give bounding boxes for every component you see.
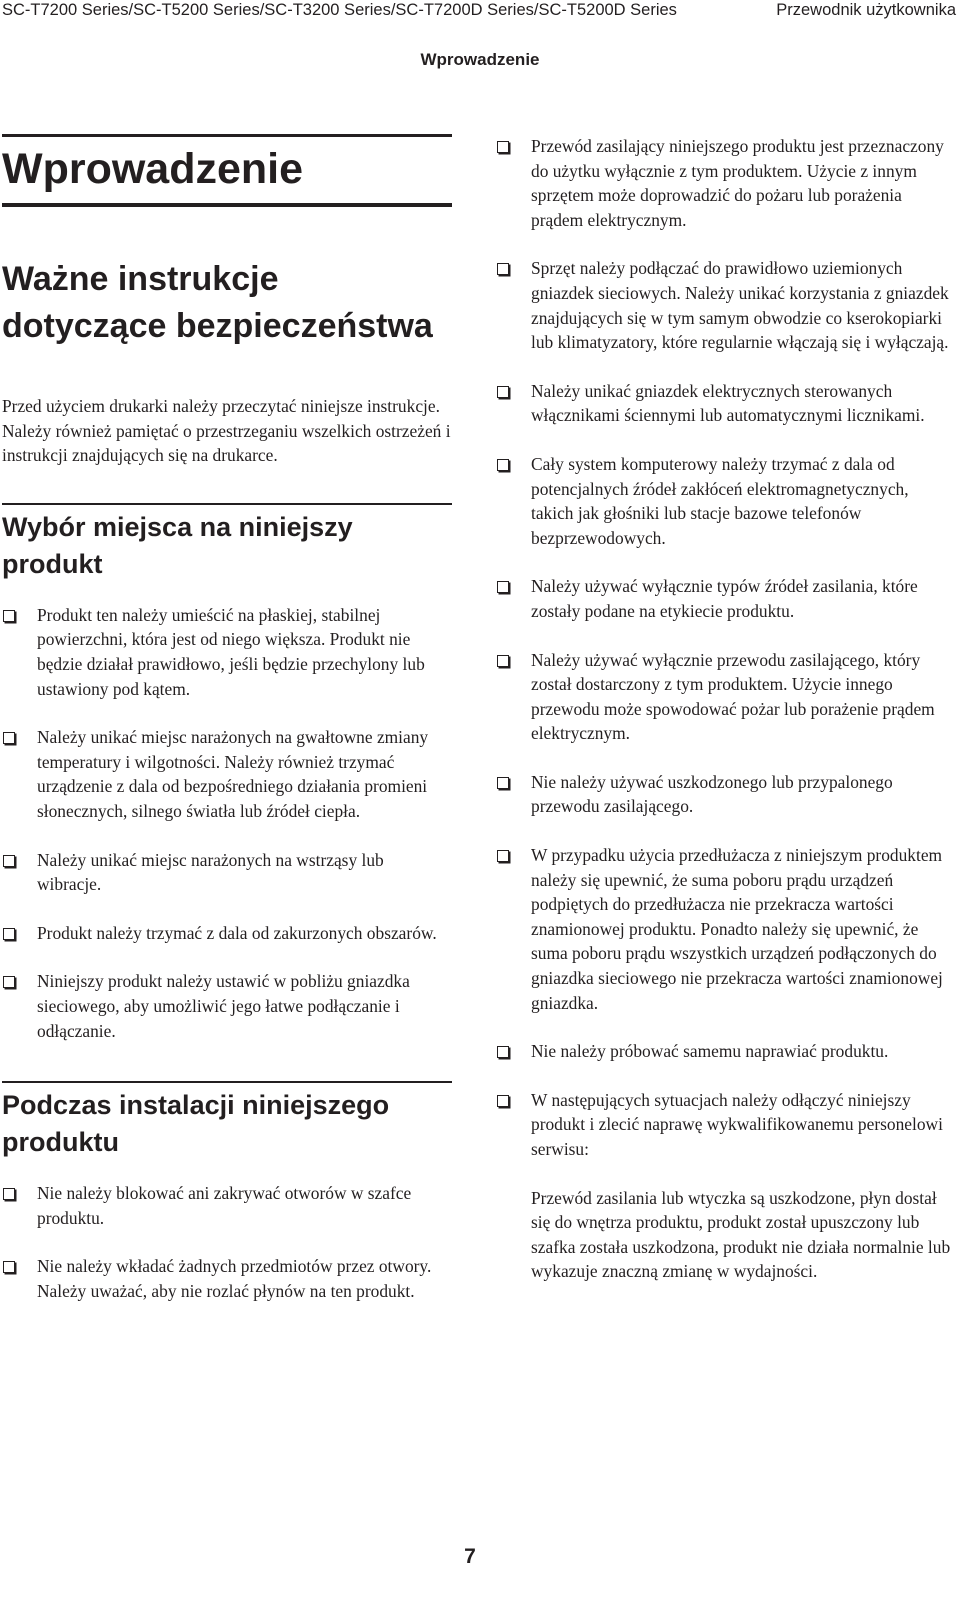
running-header-guide-title: Przewodnik użytkownika xyxy=(776,1,956,19)
checkbox-bullet-icon xyxy=(497,850,509,862)
placement-section-title: Wybór miejsca na niniejszy produkt xyxy=(2,511,353,579)
service-conditions-paragraph: Przewód zasilania lub wtyczka są uszkodzone, płyn dostał się do wnętrza produktu, produkt został upuszczony lub szafka została uszkodzona, produkt nie działa normalnie lub wykazuje znaczną zmianę w wydajności. xyxy=(531,1187,951,1282)
safety-intro-paragraph: Przed użyciem drukarki należy przeczytać niniejsze instrukcje. Należy również pamiętać o przestrzeganiu wszelkich ostrzeżeń i instrukcji znajdujących się na drukarce. xyxy=(2,396,451,466)
checkbox-bullet-icon xyxy=(3,732,15,744)
installation-section-title: Podczas instalacji niniejszego produktu xyxy=(2,1090,390,1158)
list-item-text: Cały system komputerowy należy trzymać z dala od potencjalnych źródeł zakłóceń elektromagnetycznych, takich jak głośniki lub stacje bazowe telefonów bezprzewodowych. xyxy=(531,453,909,548)
list-item xyxy=(2,848,452,897)
list-item-text: Nie należy wkładać żadnych przedmiotów przez otwory. Należy uważać, aby nie rozlać płynów na ten produkt. xyxy=(37,1256,432,1301)
list-item xyxy=(496,1088,952,1162)
placement-rule xyxy=(2,503,452,505)
list-item xyxy=(2,603,452,701)
checkbox-bullet-icon xyxy=(497,386,509,398)
running-header-product-line: SC-T7200 Series/SC-T5200 Series/SC-T3200 Series/SC-T7200D Series/SC-T5200D Series xyxy=(2,1,677,19)
right-column xyxy=(496,134,952,1301)
chapter-bottom-rule xyxy=(2,203,452,207)
checkbox-bullet-icon xyxy=(497,141,509,153)
list-item xyxy=(496,379,952,428)
list-item xyxy=(496,256,952,354)
list-item-text: Produkt ten należy umieścić na płaskiej, stabilnej powierzchni, która jest od niego większa. Produkt nie będzie działał prawidłowo, jeśli będzie przechylony lub ustawiony pod kątem. xyxy=(37,604,425,699)
checkbox-bullet-icon xyxy=(3,976,15,988)
checkbox-bullet-icon xyxy=(3,610,15,622)
list-item xyxy=(496,452,952,550)
list-item xyxy=(2,921,452,946)
list-item xyxy=(2,1254,452,1303)
list-item-text: Należy używać wyłącznie typów źródeł zasilania, które zostały podane na etykiecie produktu. xyxy=(531,576,918,621)
checkbox-bullet-icon xyxy=(497,777,509,789)
safety-section-title: Ważne instrukcje dotyczące bezpieczeństwa xyxy=(2,260,433,345)
placement-list xyxy=(2,603,452,1043)
list-item xyxy=(496,770,952,819)
checkbox-bullet-icon xyxy=(497,263,509,275)
list-item-text: Należy unikać miejsc narażonych na gwałtowne zmiany temperatury i wilgotności. Należy również trzymać urządzenie z dala od bezpośredniego działania promieni słonecznych, silnego światła lub źródeł ciepła. xyxy=(37,727,429,821)
checkbox-bullet-icon xyxy=(497,1095,509,1107)
list-item xyxy=(496,1039,952,1064)
list-item-text: Nie należy używać uszkodzonego lub przypalonego przewodu zasilającego. xyxy=(531,771,893,817)
page-number: 7 xyxy=(464,1545,476,1568)
installation-list-right xyxy=(496,134,952,1162)
list-item-text: Należy unikać gniazdek elektrycznych sterowanych włącznikami ściennymi lub automatycznymi licznikami. xyxy=(531,380,925,426)
list-item-text: Nie należy próbować samemu naprawiać produktu. xyxy=(531,1041,889,1062)
list-item xyxy=(2,1181,452,1230)
checkbox-bullet-icon xyxy=(497,1046,509,1058)
list-item xyxy=(496,574,952,623)
chapter-top-rule xyxy=(2,134,452,137)
chapter-title: Wprowadzenie xyxy=(2,145,304,193)
list-item xyxy=(496,843,952,1015)
list-item xyxy=(496,648,952,746)
list-item-text: Niniejszy produkt należy ustawić w pobliżu gniazdka sieciowego, aby umożliwić jego łatwe podłączanie i odłączanie. xyxy=(37,971,410,1041)
left-column xyxy=(2,134,452,1303)
checkbox-bullet-icon xyxy=(3,1261,15,1273)
checkbox-bullet-icon xyxy=(3,855,15,867)
checkbox-bullet-icon xyxy=(3,928,15,940)
running-header-section: Wprowadzenie xyxy=(420,50,540,69)
list-item-text: W przypadku użycia przedłużacza z niniejszym produktem należy się upewnić, że suma poboru prądu urządzeń podpiętych do przedłużacza nie przekracza wartości znamionowej produktu. Ponadto należy się upewnić, że suma poboru prądu wszystkich urządzeń podłączonych do gniazdka sieciowego nie przekracza wartości znamionowej gniazdka. xyxy=(531,845,943,1013)
list-item xyxy=(496,134,952,232)
installation-rule xyxy=(2,1081,452,1083)
list-item-text: Należy używać wyłącznie przewodu zasilającego, który został dostarczony z tym produktem. Użycie innego przewodu może spowodować pożar lub porażenie prądem elektrycznym. xyxy=(531,649,935,744)
list-item-text: Należy unikać miejsc narażonych na wstrząsy lub wibracje. xyxy=(37,849,384,895)
checkbox-bullet-icon xyxy=(3,1188,15,1200)
installation-list-left xyxy=(2,1181,452,1303)
list-item-text: Produkt należy trzymać z dala od zakurzonych obszarów. xyxy=(37,922,437,943)
checkbox-bullet-icon xyxy=(497,655,509,667)
list-item-text: Przewód zasilający niniejszego produktu jest przeznaczony do użytku wyłącznie z tym produktem. Użycie z innym sprzętem może doprowadzić do pożaru lub porażenia prądem elektrycznym. xyxy=(531,136,944,230)
list-item xyxy=(2,725,452,823)
checkbox-bullet-icon xyxy=(497,459,509,471)
list-item-text: Nie należy blokować ani zakrywać otworów w szafce produktu. xyxy=(37,1183,412,1228)
list-item xyxy=(2,969,452,1043)
list-item-text: W następujących sytuacjach należy odłączyć niniejszy produkt i zlecić naprawę wykwalifikowanemu personelowi serwisu: xyxy=(531,1089,943,1159)
checkbox-bullet-icon xyxy=(497,581,509,593)
list-item-text: Sprzęt należy podłączać do prawidłowo uziemionych gniazdek sieciowych. Należy unikać korzystania z gniazdek znajdujących się w tym samym obwodzie co kserokopiarki lub klimatyzatory, które regularnie włączają się i wyłączają. xyxy=(531,258,949,353)
